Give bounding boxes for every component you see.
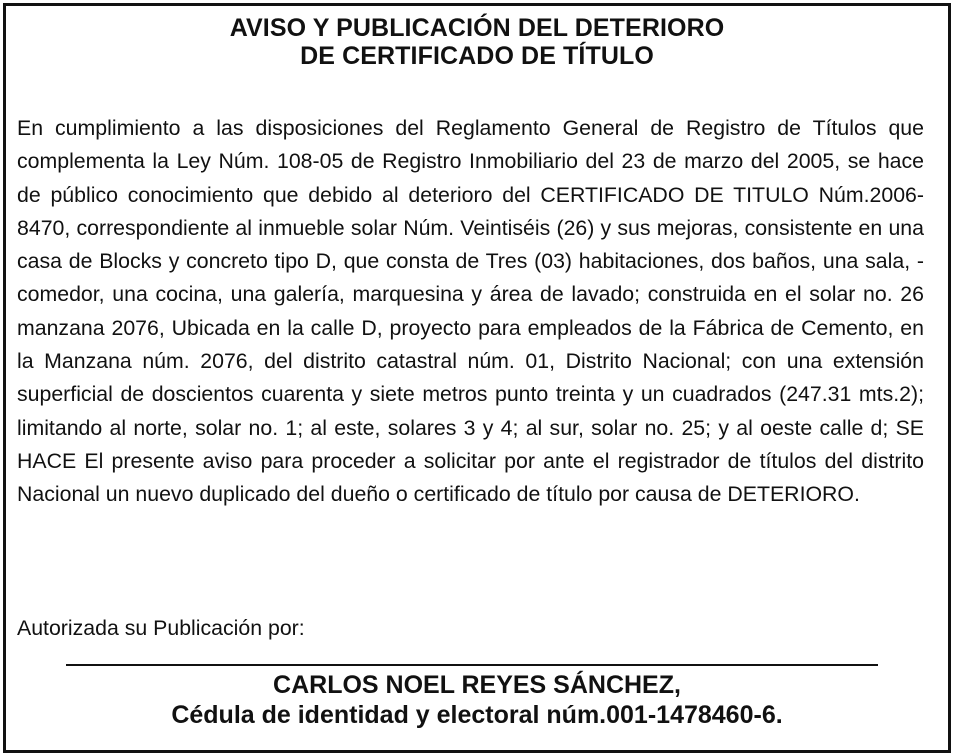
authorization-label: Autorizada su Publicación por:: [17, 616, 305, 640]
notice-title: [0, 14, 954, 70]
title-line-2: DE CERTIFICADO DE TÍTULO: [300, 42, 654, 70]
signer-block: [0, 670, 954, 730]
signature-line: [66, 664, 878, 666]
notice-body: En cumplimiento a las disposiciones del Reglamento General de Registro de Títulos que complementa la Ley Núm. 108-05 de Registro Inmobiliario del 23 de marzo del 2005, se hace de público conocimiento que debido al deterioro del CERTIFICADO DE TITULO Núm.2006-8470, correspondiente al inmueble solar Núm. Veintiséis (26) y sus mejoras, consistente en una casa de Blocks y concreto tipo D, que consta de Tres (03) habitaciones, dos baños, una sala, -comedor, una cocina, una galería, marquesina y área de lavado; construida en el solar no. 26 manzana 2076, Ubicada en la calle D, proyecto para empleados de la Fábrica de Cemento, en la Manzana núm. 2076, del distrito catastral núm. 01, Distrito Nacional; con una extensión superficial de doscientos cuarenta y siete metros punto treinta y un cuadrados (247.31 mts.2); limitando al norte, solar no. 1; al este, solares 3 y 4; al sur, solar no. 25; y al oeste calle d; SE HACE El presente aviso para proceder a solicitar por ante el registrador de títulos del distrito Nacional un nuevo duplicado del dueño o certificado de título por causa de DETERIORO.: [17, 116, 924, 507]
signer-name: CARLOS NOEL REYES SÁNCHEZ,: [273, 671, 681, 699]
title-line-1: AVISO Y PUBLICACIÓN DEL DETERIORO: [229, 14, 725, 42]
signer-id: Cédula de identidad y electoral núm.001-1478460-6.: [171, 701, 783, 729]
